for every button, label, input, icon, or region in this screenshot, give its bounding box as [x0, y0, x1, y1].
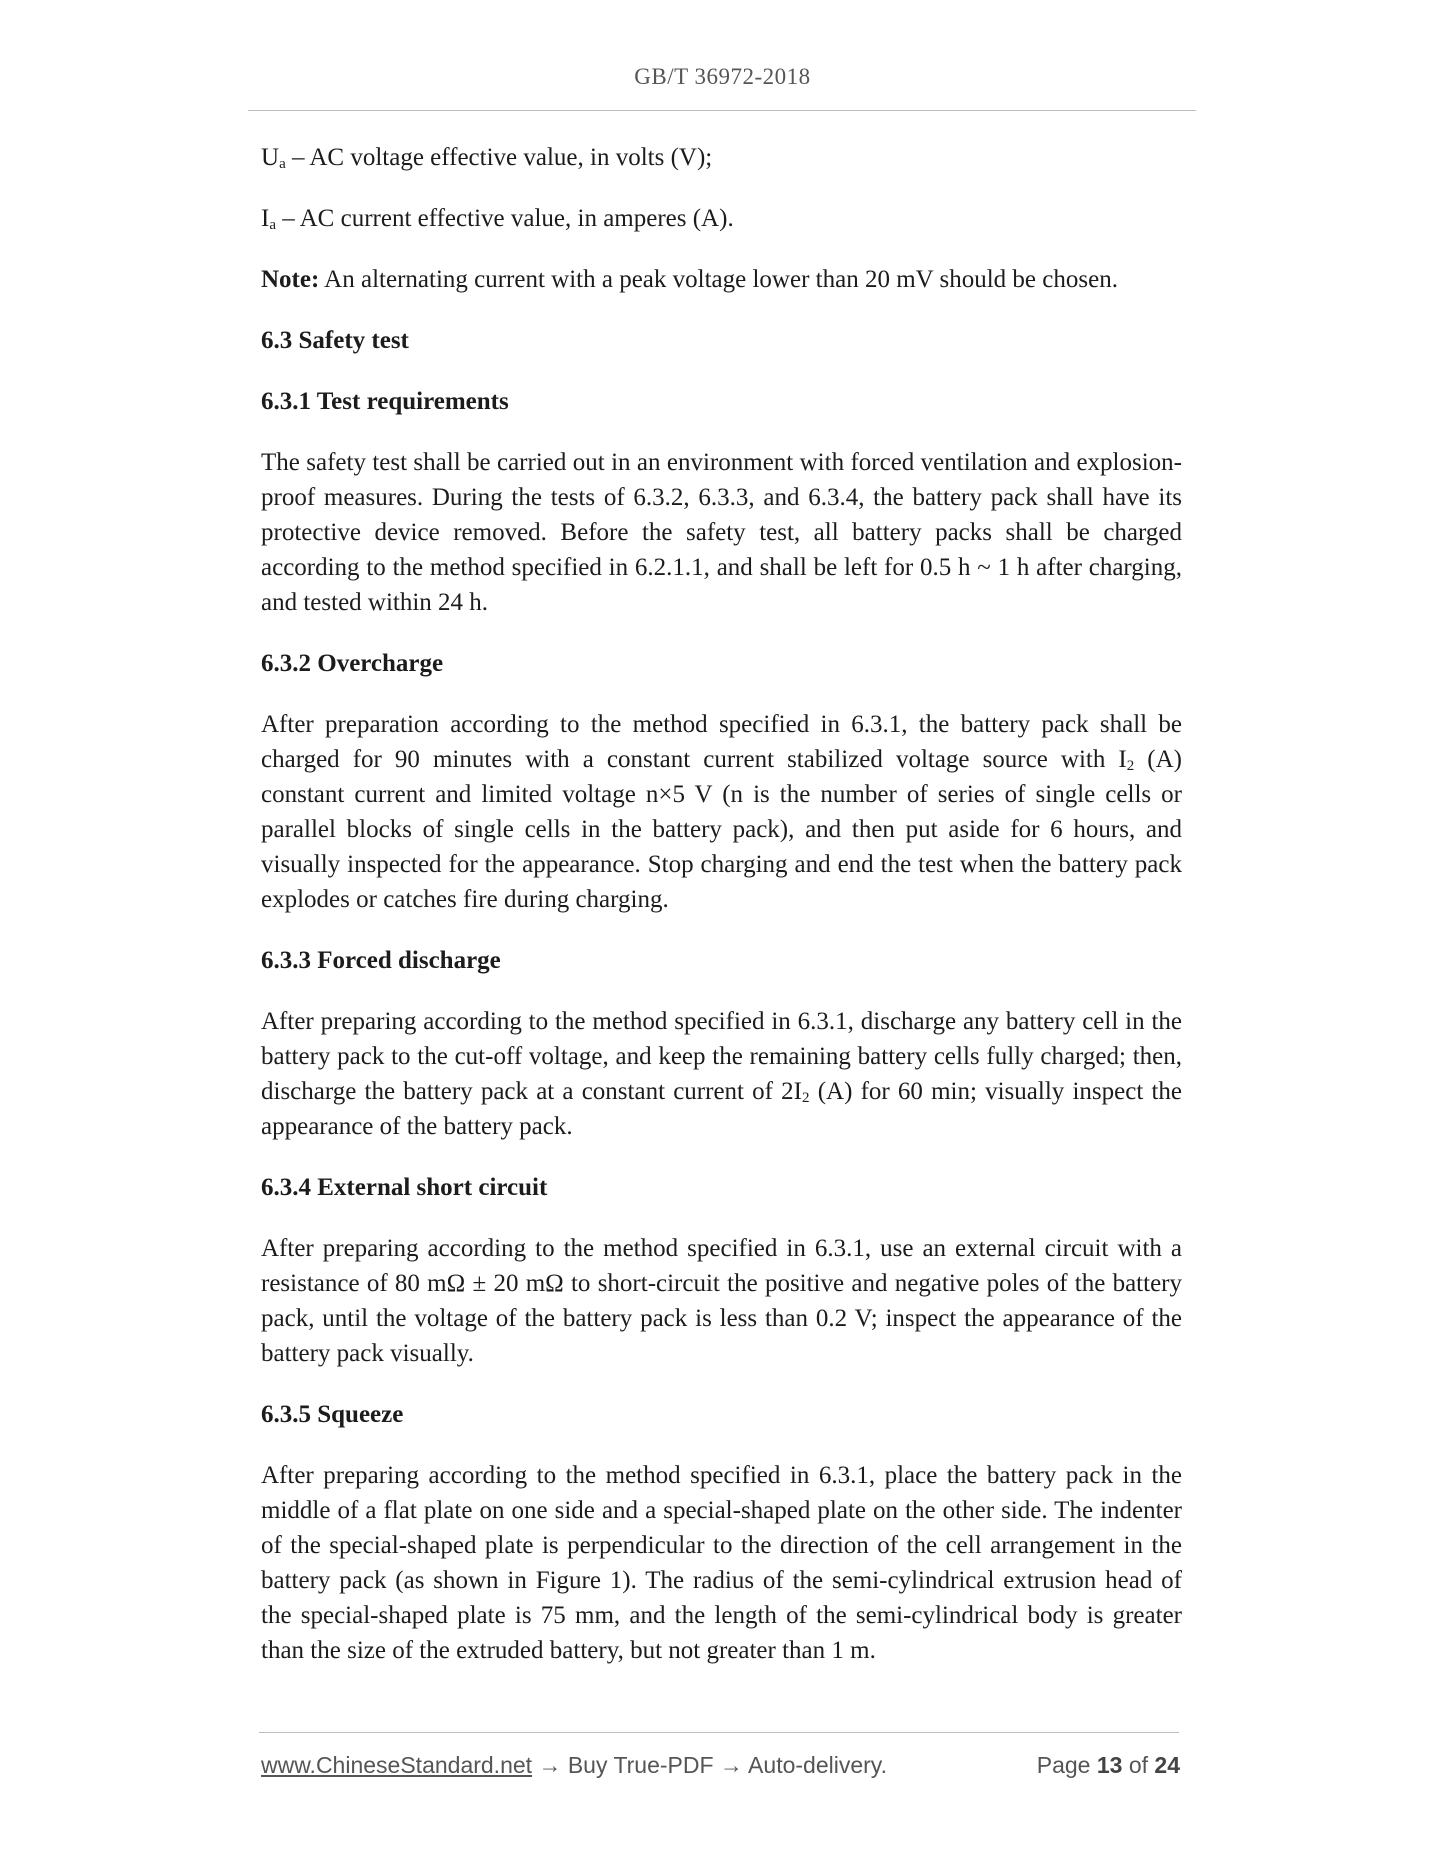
- note-paragraph: [261, 262, 1182, 297]
- of-label: of: [1128, 1752, 1149, 1778]
- ua-text: – AC voltage effective value, in volts (V);: [285, 144, 713, 171]
- page-label: Page: [1036, 1752, 1091, 1778]
- footer-purchase-text: → Buy True-PDF → Auto-delivery.: [532, 1752, 887, 1778]
- paragraph-6-3-2: [261, 707, 1182, 917]
- note-label: Note:: [261, 266, 320, 293]
- heading-6-3-1: 6.3.1 Test requirements: [261, 388, 509, 415]
- paragraph-6-3-2-part1: After preparation according to the method specified in 6.3.1, the battery pack shall be charged for 90 minutes with a constant current stabilized voltage source with I: [261, 711, 1182, 773]
- heading-6-3: 6.3 Safety test: [261, 327, 409, 354]
- paragraph-6-3-3: [261, 1004, 1182, 1144]
- i2-subscript: 2: [802, 1090, 810, 1106]
- paragraph-6-3-3-part2: (A) for 60 min; visually inspect the appearance of the battery pack.: [261, 1078, 1182, 1140]
- page-total: 24: [1154, 1752, 1180, 1778]
- ua-definition: [261, 140, 1182, 175]
- ua-subscript: a: [279, 156, 286, 172]
- footer-divider: [259, 1732, 1179, 1733]
- paragraph-6-3-5: After preparing according to the method specified in 6.3.1, place the battery pack in the middle of a flat plate on one side and a special-shaped plate on the other side. The indenter of the special-shaped plate is perpendicular to the direction of the cell arrangement in the battery pack (as shown in Figure 1). The radius of the semi-cylindrical extrusion head of the special-shaped plate is 75 mm, and the length of the semi-cylindrical body is greater than the size of the extruded battery, but not greater than 1 m.: [261, 1462, 1182, 1664]
- document-body: [261, 140, 1182, 1694]
- ia-subscript: a: [269, 217, 276, 233]
- page-header-title: GB/T 36972-2018: [634, 64, 811, 89]
- footer-purchase-line: [261, 1752, 887, 1779]
- paragraph-6-3-4: After preparing according to the method specified in 6.3.1, use an external circuit with a resistance of 80 mΩ ± 20 mΩ to short-circuit the positive and negative poles of the battery pack, until the voltage of the battery pack is less than 0.2 V; inspect the appearance of the battery pack visually.: [261, 1235, 1182, 1367]
- paragraph-6-3-3-part1: After preparing according to the method specified in 6.3.1, discharge any battery cell in the battery pack to the cut-off voltage, and keep the remaining battery cells fully charged; then, discharge the battery pack at a constant current of 2I: [261, 1008, 1182, 1105]
- ia-symbol: I: [261, 205, 270, 232]
- ia-definition: [261, 201, 1182, 236]
- paragraph-6-3-2-part2: (A) constant current and limited voltage n×5 V (n is the number of series of single cells or parallel blocks of single cells in the battery pack), and then put aside for 6 hours, and visually inspected for the appearance. Stop charging and end the test when the battery pack explodes or catches fire during charging.: [261, 746, 1182, 913]
- note-text: An alternating current with a peak voltage lower than 20 mV should be chosen.: [319, 266, 1118, 293]
- page-number: [1037, 1752, 1180, 1779]
- heading-6-3-4: 6.3.4 External short circuit: [261, 1174, 548, 1201]
- page-footer: [261, 1752, 1182, 1784]
- heading-6-3-3: 6.3.3 Forced discharge: [261, 947, 501, 974]
- header-divider: [248, 110, 1196, 111]
- page-current: 13: [1096, 1752, 1123, 1778]
- heading-6-3-2: 6.3.2 Overcharge: [261, 650, 444, 677]
- website-link[interactable]: www.ChineseStandard.net: [261, 1752, 533, 1778]
- ia-text: – AC current effective value, in amperes (A).: [276, 205, 734, 232]
- ua-symbol: U: [261, 144, 280, 171]
- heading-6-3-5: 6.3.5 Squeeze: [261, 1401, 404, 1428]
- paragraph-6-3-1: The safety test shall be carried out in an environment with forced ventilation and explosion-proof measures. During the tests of 6.3.2, 6.3.3, and 6.3.4, the battery pack shall have its protective device removed. Before the safety test, all battery packs shall be charged according to the method specified in 6.2.1.1, and shall be left for 0.5 h ~ 1 h after charging, and tested within 24 h.: [261, 449, 1182, 616]
- i2-subscript: 2: [1126, 758, 1135, 774]
